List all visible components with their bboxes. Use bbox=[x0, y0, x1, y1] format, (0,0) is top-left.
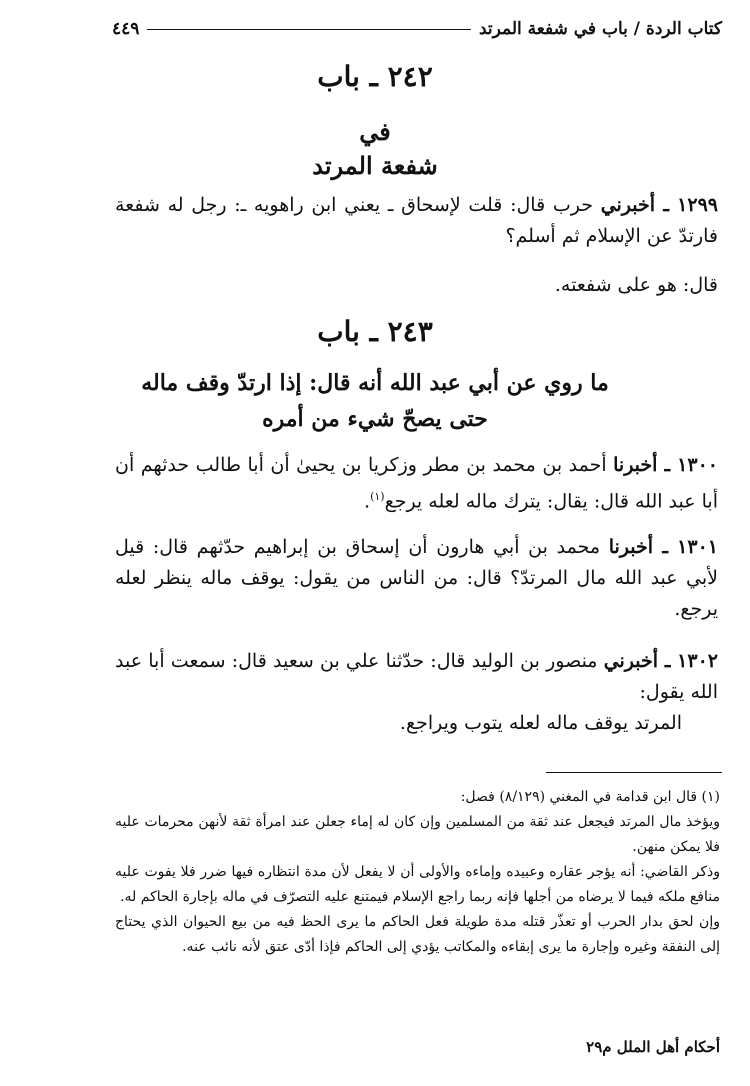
hadith-1301-lead: ١٣٠١ ـ أخبرنا bbox=[608, 536, 718, 558]
header-title: كتاب الردة / باب في شفعة المرتد bbox=[478, 19, 722, 39]
footnote-line-4: وإن لحق بدار الحرب أو تعذّر قتله مدة طويلة فعل الحاكم ما يرى الحظ فيه من بيع الحيوان الذي يحتاج إلى النفقة وغيره وإجارة ما يرى إبقاءه والمكاتب يؤدي إلى الحاكم فإذا أدّى عتق لأنه نائب عنه. bbox=[115, 914, 720, 955]
hadith-1299-answer: قال: هو على شفعته. bbox=[554, 274, 718, 296]
hadith-1302-quote: المرتد يوقف ماله لعله يتوب ويراجع. bbox=[399, 712, 682, 734]
footnote-divider bbox=[546, 772, 722, 773]
hadith-1300-text: أحمد بن محمد بن مطر وزكريا بن يحيىٰ أن أبا طالب حدثهم أن أبا عبد الله قال: يقال: يترك ماله لعله يرجع bbox=[115, 454, 718, 513]
chapter-243-title bbox=[0, 365, 750, 437]
chapter-242-title-line1: في bbox=[359, 117, 391, 146]
footnote-line-1: (١) قال ابن قدامة في المغني (٨/١٢٩) فصل: bbox=[460, 789, 720, 805]
hadith-1300-lead: ١٣٠٠ ـ أخبرنا bbox=[613, 454, 718, 476]
footnote-block bbox=[115, 785, 720, 960]
hadith-1302-text: منصور بن الوليد قال: حدّثنا علي بن سعيد قال: سمعت أبا عبد الله يقول: bbox=[115, 650, 718, 703]
hadith-1299-text: حرب قال: قلت لإسحاق ـ يعني ابن راهويه ـ: رجل له شفعة فارتدّ عن الإسلام ثم أسلم؟ bbox=[115, 194, 718, 247]
hadith-1302 bbox=[115, 646, 718, 739]
chapter-243-title-line1: ما روي عن أبي عبد الله أنه قال: إذا ارتدّ وقف ماله bbox=[141, 370, 609, 396]
footnote-line-3: وذكر القاضي: أنه يؤجر عقاره وعبيده وإماءه والأولى أن لا يفعل لأن مدة انتظاره فيها ضرر فلا يفوت عليه منافع ملكه فيما لا يرضاه من أجلها فإنه ربما راجع الإسلام فيمتنع عليه التصرّف في ماله بإجارة الحاكم له. bbox=[115, 864, 720, 905]
footnote-line-2: ويؤخذ مال المرتد فيجعل عند ثقة من المسلمين وإن كان له إماء جعلن عند امرأة ثقة لأنهن محرمات عليه فلا يمكن منهن. bbox=[115, 814, 720, 855]
hadith-1300-end: . bbox=[364, 490, 371, 513]
hadith-1300 bbox=[115, 450, 718, 517]
bottom-signature: أحكام أهل الملل م٢٩ bbox=[586, 1038, 720, 1056]
hadith-1299-lead: ١٢٩٩ ـ أخبرني bbox=[600, 194, 718, 216]
footnote-ref[interactable]: (١) bbox=[370, 490, 385, 503]
chapter-242-title bbox=[0, 115, 750, 183]
hadith-1299 bbox=[115, 190, 718, 252]
chapter-242-heading: ٢٤٢ ـ باب bbox=[317, 60, 433, 93]
running-header bbox=[112, 14, 722, 44]
header-rule bbox=[147, 28, 471, 30]
hadith-1301 bbox=[115, 532, 718, 625]
page-number: ٤٤٩ bbox=[112, 19, 140, 39]
hadith-1301-text: محمد بن أبي هارون أن إسحاق بن إبراهيم حدّثهم قال: قيل لأبي عبد الله مال المرتدّ؟ قال: من الناس من يقول: يوقف ماله ينظر لعله يرجع. bbox=[115, 536, 718, 620]
chapter-242-title-line2: شفعة المرتد bbox=[312, 151, 438, 180]
chapter-243-heading: ٢٤٣ ـ باب bbox=[317, 315, 433, 348]
hadith-1302-lead: ١٣٠٢ ـ أخبرني bbox=[603, 650, 718, 672]
chapter-243-title-line2: حتى يصحّ شيء من أمره bbox=[262, 406, 488, 432]
